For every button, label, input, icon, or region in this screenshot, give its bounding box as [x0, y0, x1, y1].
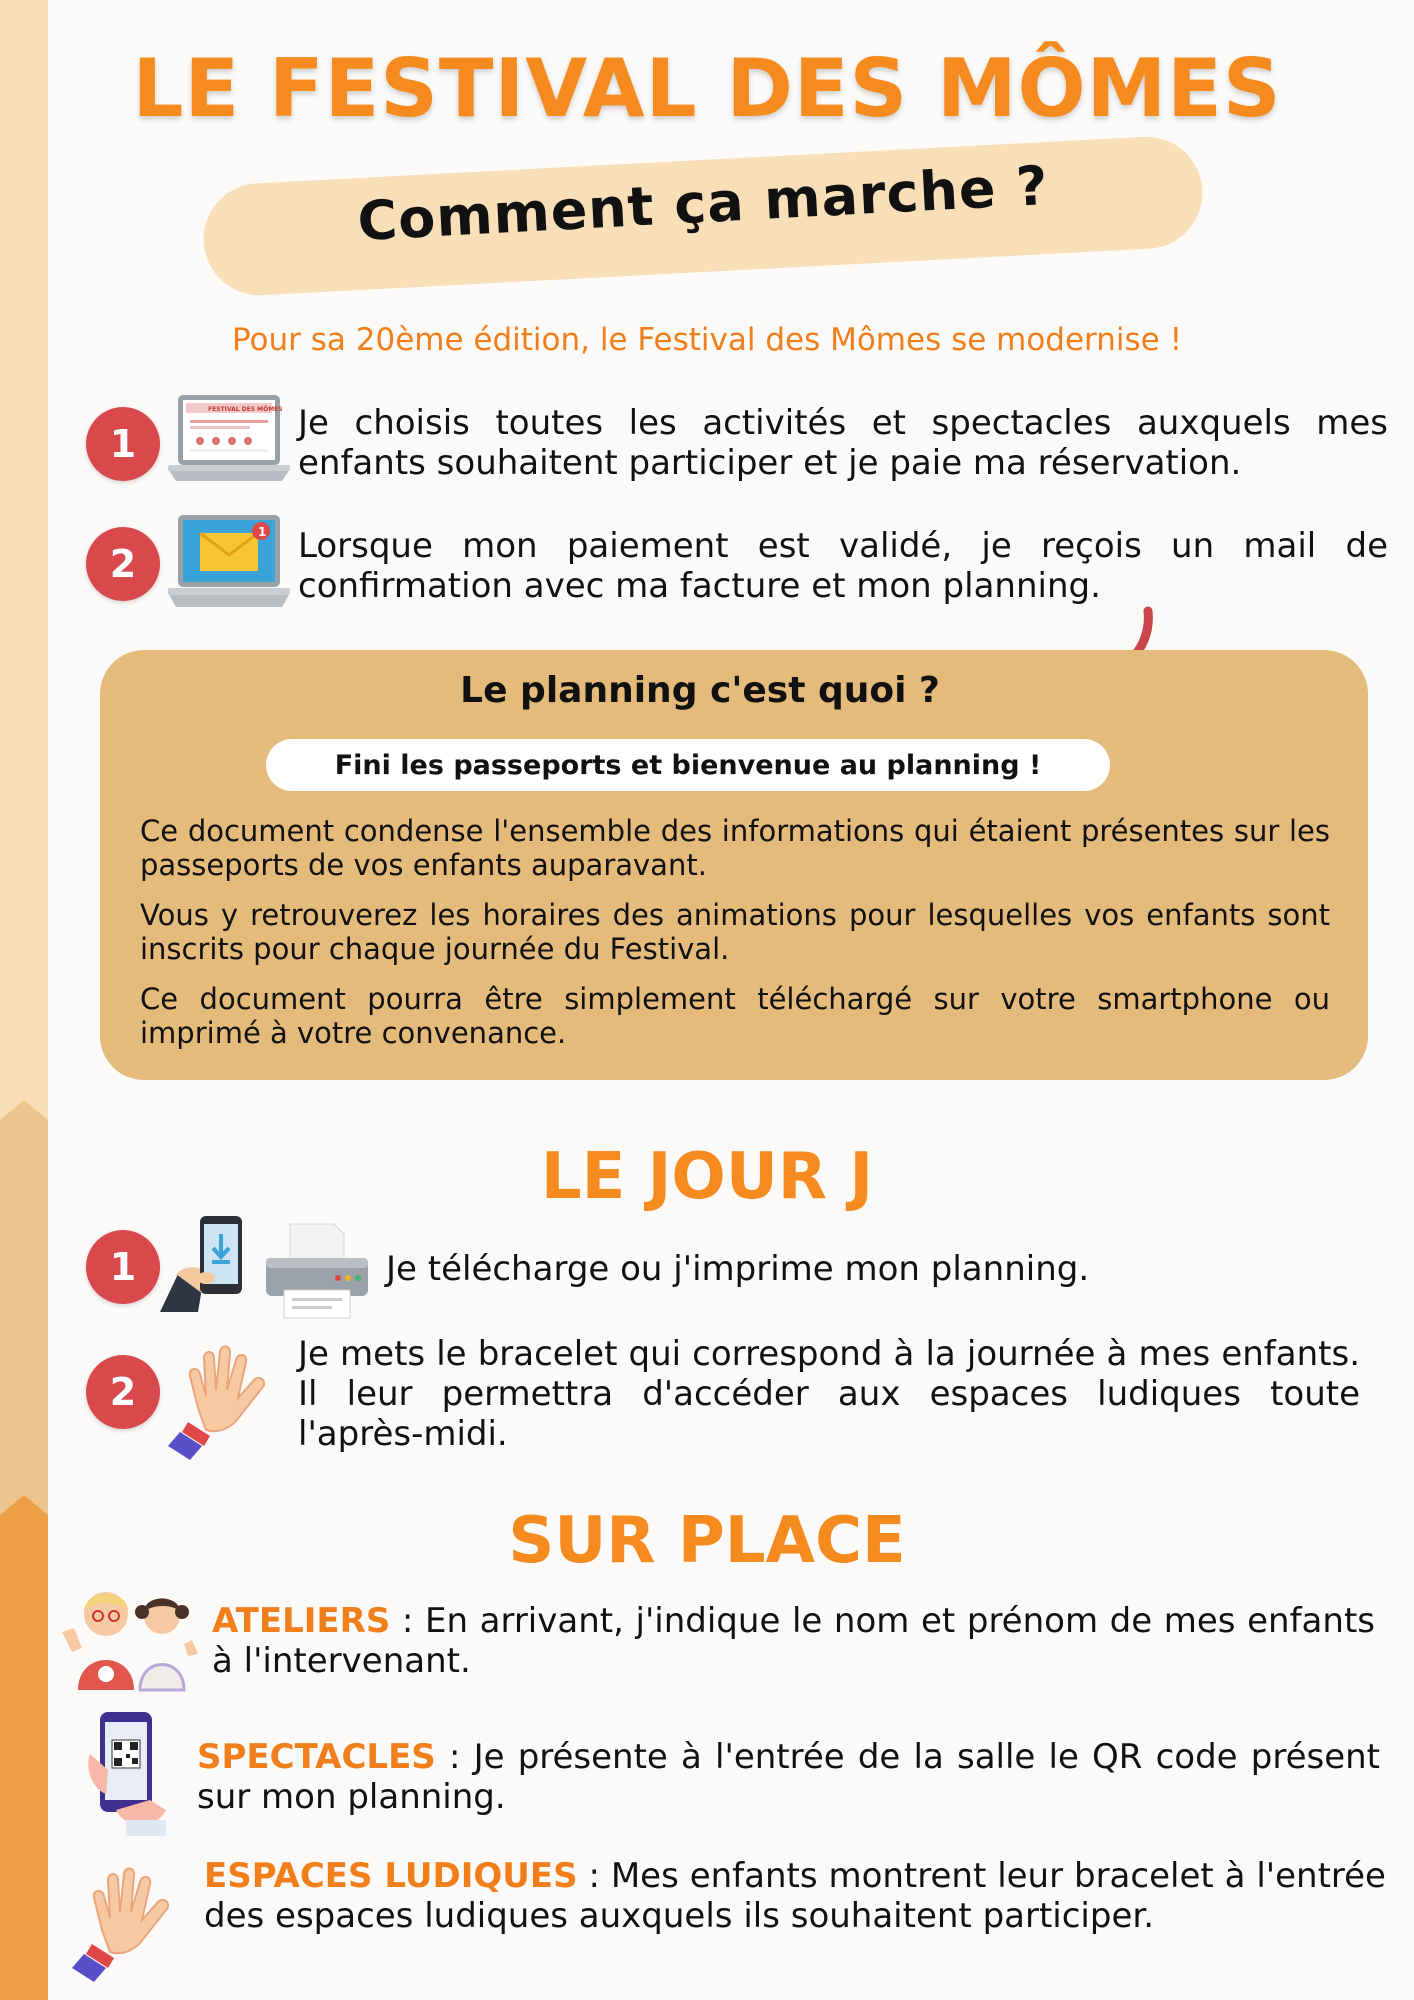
- side-band-top: [0, 0, 48, 1120]
- laptop-screen-title: FESTIVAL DES MÔMES: [208, 406, 283, 413]
- spectacles-keyword: SPECTACLES: [197, 1737, 436, 1777]
- hand-bracelet-icon: [160, 1338, 280, 1463]
- phone-qr-icon: [86, 1710, 176, 1840]
- espaces-ludiques-text: : Mes enfants montrent leur bracelet à l'entrée des espaces ludiques auxquels ils souhaitent participer.: [204, 1856, 1386, 1936]
- printer-icon: [262, 1222, 372, 1322]
- hand-bracelet-icon: [64, 1860, 184, 1985]
- planning-paragraph-3: Ce document pourra être simplement téléchargé sur votre smartphone ou imprimé à votre convenance.: [140, 982, 1330, 1050]
- mail-notification-count: 1: [258, 525, 267, 539]
- spectacles-item: [197, 1737, 1380, 1817]
- step-1-text: Je choisis toutes les activités et spectacles auxquels mes enfants souhaitent participer et je paie ma réservation.: [298, 403, 1388, 483]
- step-2-badge: 2: [86, 527, 160, 601]
- step-1-badge: 1: [86, 407, 160, 481]
- spectacles-text: : Je présente à l'entrée de la salle le QR code présent sur mon planning.: [197, 1737, 1380, 1817]
- phone-download-icon: [158, 1212, 258, 1322]
- laptop-website-icon: [168, 393, 290, 493]
- jour-j-step-1-text: Je télécharge ou j'imprime mon planning.: [386, 1249, 1090, 1289]
- planning-tagline: Fini les passeports et bienvenue au planning !: [266, 739, 1110, 791]
- jour-j-step-2-text: Je mets le bracelet qui correspond à la journée à mes enfants. Il leur permettra d'accéder aux espaces ludiques toute l'après-midi.: [298, 1334, 1360, 1454]
- ateliers-item: [212, 1601, 1375, 1681]
- intro-text: Pour sa 20ème édition, le Festival des Mômes se modernise !: [231, 322, 1183, 358]
- ateliers-text: : En arrivant, j'indique le nom et prénom de mes enfants à l'intervenant.: [212, 1601, 1375, 1681]
- page-title: LE FESTIVAL DES MÔMES: [132, 42, 1282, 135]
- children-icon: [56, 1582, 206, 1692]
- jour-j-step-2-badge: 2: [86, 1355, 160, 1429]
- planning-paragraph-2: Vous y retrouverez les horaires des animations pour lesquelles vos enfants sont inscrits pour chaque journée du Festival.: [140, 898, 1330, 966]
- planning-title: Le planning c'est quoi ?: [460, 670, 940, 711]
- step-2-text: Lorsque mon paiement est validé, je reçois un mail de confirmation avec ma facture et mon planning.: [298, 526, 1388, 606]
- page-subtitle: Comment ça marche ?: [355, 153, 1051, 254]
- sur-place-title: SUR PLACE: [508, 1504, 906, 1578]
- planning-paragraph-1: Ce document condense l'ensemble des informations qui étaient présentes sur les passeports de vos enfants auparavant.: [140, 814, 1330, 882]
- espaces-ludiques-keyword: ESPACES LUDIQUES: [204, 1856, 578, 1896]
- laptop-mail-icon: [168, 513, 290, 617]
- jour-j-title: LE JOUR J: [540, 1140, 874, 1214]
- espaces-ludiques-item: [204, 1856, 1386, 1936]
- jour-j-step-1-badge: 1: [86, 1230, 160, 1304]
- ateliers-keyword: ATELIERS: [212, 1601, 391, 1641]
